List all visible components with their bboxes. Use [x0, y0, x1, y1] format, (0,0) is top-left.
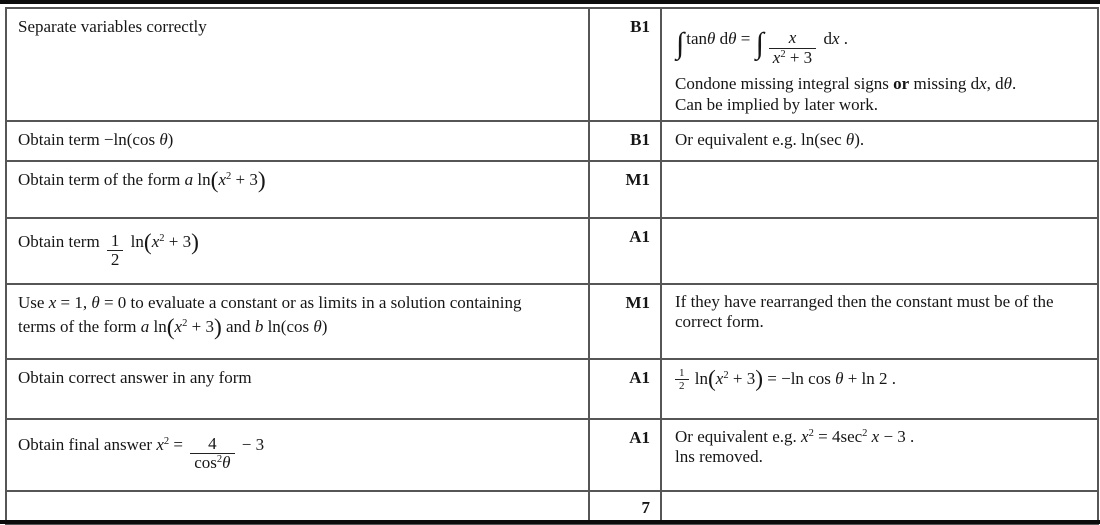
math-token: ln: [690, 368, 708, 388]
math-token: + 3: [164, 231, 192, 251]
fraction: [769, 29, 816, 67]
fraction-denominator: 2: [107, 250, 124, 269]
mark-code: B1: [630, 129, 650, 149]
math-var: θ: [845, 129, 855, 149]
superscript: 2: [862, 427, 868, 439]
math-var: b: [254, 316, 264, 336]
mark-scheme-table: [5, 7, 1099, 525]
guidance-note: lns removed.: [675, 447, 763, 467]
desc-line: Use x = 1, θ = 0 to evaluate a constant or as limits in a solution containing: [18, 292, 522, 312]
math-var: a: [140, 316, 150, 336]
table-row: [6, 121, 1098, 161]
math-var: x: [831, 29, 840, 48]
guidance-cell-6: [661, 359, 1098, 419]
top-rule: [0, 0, 1100, 4]
math-token: d: [715, 29, 729, 48]
table-row: [6, 359, 1098, 419]
table-row: [6, 419, 1098, 491]
math-var: θ: [728, 29, 737, 48]
desc-text: Obtain final answer: [18, 434, 157, 454]
desc-cell-4: [6, 218, 589, 284]
math-var: x: [218, 169, 226, 189]
guidance-note: Or equivalent e.g. $x^2 = 4\sec^2$ x − 3 .: [675, 426, 915, 446]
desc-cell-1: [6, 8, 589, 121]
math-token: d: [819, 29, 832, 48]
math-var: x: [156, 434, 164, 454]
mark-code: A1: [629, 367, 650, 387]
separated-integrals-formula: [675, 19, 1087, 67]
math-token: tan: [686, 29, 707, 48]
desc-text: Obtain term of the form: [18, 169, 185, 189]
math-var: x: [979, 74, 987, 94]
guidance-note: If they have rearranged then the constant must be of the: [675, 291, 1054, 311]
integral-sign: ∫: [676, 27, 685, 60]
mark-cell-5: [589, 284, 661, 359]
left-paren: (: [210, 166, 219, 193]
desc-line: terms of the form a $\ln(x^2 + 3)$ and b ln(cos θ): [18, 314, 328, 341]
math-token: =: [169, 434, 188, 454]
mark-cell-4: [589, 218, 661, 284]
fraction-denominator: 2: [675, 379, 689, 392]
guidance-note: ).: [854, 129, 865, 149]
fraction-denominator: $\cos^2\theta$: [190, 453, 234, 472]
mark-cell-7: [589, 419, 661, 491]
fraction-numerator: x: [788, 28, 797, 48]
math-token: ln: [193, 169, 211, 189]
math-var: θ: [1003, 74, 1013, 94]
desc-text: Obtain term −ln(cos: [18, 129, 160, 149]
math-var: x: [867, 426, 880, 446]
left-paren: (: [707, 365, 716, 392]
math-token: + 3: [728, 368, 756, 388]
mark-code: B1: [630, 17, 650, 36]
math-var: θ: [159, 129, 168, 149]
fraction-numerator: 4: [208, 433, 217, 453]
table-row: [6, 284, 1098, 359]
guidance-cell-7: [661, 419, 1098, 491]
bold-or: or: [893, 74, 910, 94]
bottom-rule: [0, 520, 1100, 524]
mark-code: A1: [629, 226, 650, 246]
left-paren: (: [143, 228, 152, 255]
math-var: x: [174, 316, 183, 336]
math-token: − 3: [237, 434, 265, 454]
math-var: θ: [707, 29, 716, 48]
guidance-note: Can be implied by later work.: [675, 94, 879, 114]
right-paren: ): [257, 166, 266, 193]
guidance-cell-3: [661, 161, 1098, 218]
guidance-note: Condone missing integral signs or missing dx, dθ.: [675, 74, 1017, 94]
mark-cell-3: [589, 161, 661, 218]
superscript: 2: [163, 435, 170, 447]
desc-cell-2: [6, 121, 589, 161]
mark-cell-1: [589, 8, 661, 121]
math-token: = −ln cos: [763, 368, 836, 388]
total-marks: 7: [641, 497, 650, 517]
superscript: 2: [182, 317, 188, 329]
desc-text: Separate variables correctly: [18, 17, 207, 36]
guidance-cell-4: [661, 218, 1098, 284]
fraction-numerator: 1: [110, 230, 120, 250]
mark-code: M1: [625, 292, 650, 312]
math-token: ln: [126, 231, 144, 251]
mark-cell-2: [589, 121, 661, 161]
table-row: [6, 161, 1098, 218]
superscript: 2: [723, 369, 729, 381]
math-var: x: [151, 231, 160, 251]
desc-cell-7: [6, 419, 589, 491]
desc-cell-6: [6, 359, 589, 419]
superscript: 2: [808, 427, 814, 439]
fraction: [675, 367, 689, 393]
table-row: [6, 218, 1098, 284]
math-token: + ln 2 .: [843, 368, 896, 388]
integral-sign: ∫: [755, 27, 764, 60]
mark-cell-6: [589, 359, 661, 419]
math-var: θ: [313, 316, 322, 336]
desc-cell-3: [6, 161, 589, 218]
math-token: + 3: [231, 169, 258, 189]
fraction: [107, 232, 124, 270]
fraction-denominator: $x^2 + 3$: [769, 48, 816, 67]
math-var: θ: [91, 292, 100, 312]
superscript: 2: [226, 170, 232, 182]
right-paren: ): [755, 365, 764, 392]
mark-code: A1: [629, 427, 650, 447]
superscript: 2: [159, 232, 165, 244]
right-paren: ): [191, 228, 199, 255]
left-paren: (: [166, 314, 175, 341]
desc-text: Obtain term: [18, 231, 104, 251]
guidance-cell-5: [661, 284, 1098, 359]
math-var: θ: [835, 368, 844, 388]
math-var: x: [715, 368, 724, 388]
desc-cell-5: [6, 284, 589, 359]
math-token: =: [736, 29, 755, 48]
guidance-note: Or equivalent e.g. ln(sec: [675, 129, 846, 149]
fraction: [190, 435, 234, 473]
math-var: x: [801, 426, 809, 446]
right-paren: ): [213, 314, 222, 341]
math-var: x: [48, 292, 57, 312]
guidance-cell-2: [661, 121, 1098, 161]
guidance-note: correct form.: [675, 312, 764, 332]
desc-text: ): [167, 129, 174, 149]
guidance-cell-1: [661, 8, 1098, 121]
math-var: a: [184, 169, 194, 189]
desc-text: Obtain correct answer in any form: [18, 367, 252, 387]
table-row: [6, 8, 1098, 121]
fraction-numerator: 1: [679, 366, 685, 379]
math-token: .: [839, 29, 848, 48]
mark-code: M1: [625, 169, 650, 189]
